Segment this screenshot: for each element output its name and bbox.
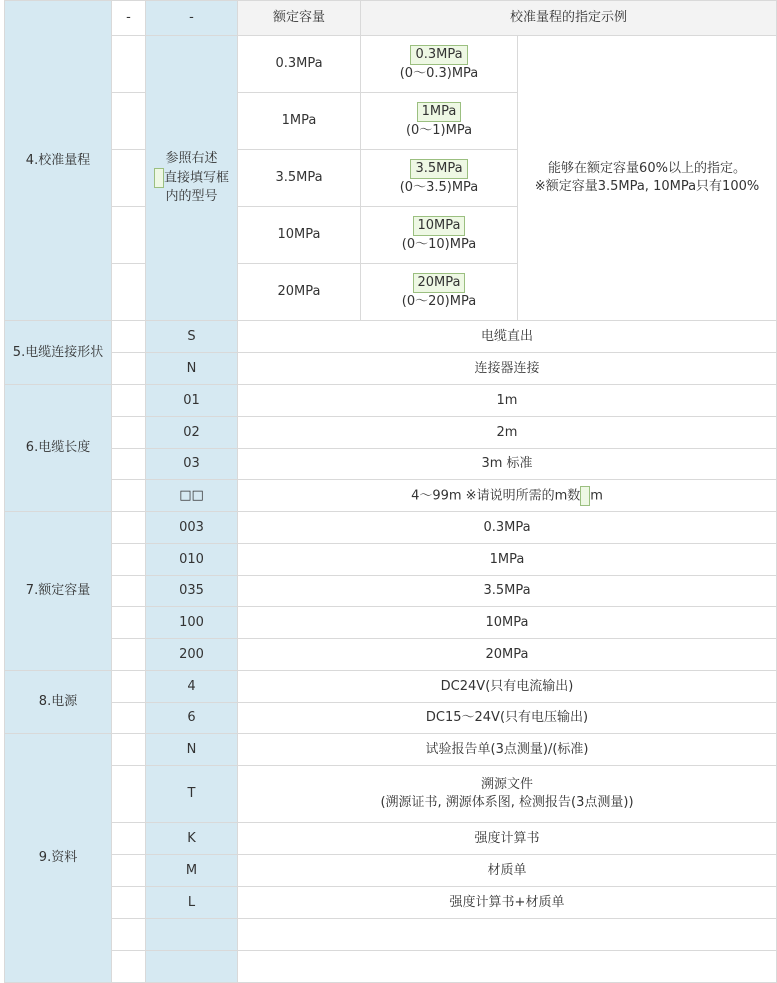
option-code: 02	[146, 417, 238, 449]
docs-label: 9.资料	[5, 734, 112, 983]
range-value-cell	[361, 264, 518, 321]
option-code: T	[146, 766, 238, 823]
option-code: □□	[146, 480, 238, 512]
header-dash-1: -	[112, 1, 146, 36]
range-value-cell	[361, 150, 518, 207]
table-row	[5, 823, 777, 855]
table-row	[5, 512, 777, 544]
option-code: 4	[146, 671, 238, 703]
option-desc: 强度计算书+材质单	[238, 887, 777, 919]
range-instruction: 参照右述 直接填写框 内的型号	[146, 36, 238, 321]
range-text: (0～10)MPa	[401, 237, 477, 252]
range-value: 1MPa	[417, 102, 462, 122]
option-code: 010	[146, 544, 238, 576]
range-row	[5, 36, 777, 93]
range-text: (0～3.5)MPa	[399, 180, 479, 195]
option-code: 003	[146, 512, 238, 544]
option-desc: 2m	[238, 417, 777, 449]
option-code: 100	[146, 607, 238, 639]
option-desc: 材质单	[238, 855, 777, 887]
range-text: (0～20)MPa	[401, 294, 477, 309]
table-row	[5, 703, 777, 734]
table-row	[5, 321, 777, 353]
table-row	[5, 607, 777, 639]
input-box-sample	[154, 168, 164, 188]
range-value-cell	[361, 36, 518, 93]
range-capacity: 0.3MPa	[238, 36, 361, 93]
length-label: 6.电缆长度	[5, 385, 112, 512]
option-code: S	[146, 321, 238, 353]
range-note: 能够在额定容量60%以上的指定。 ※额定容量3.5MPa, 10MPa只有100%	[518, 36, 777, 321]
option-code: 035	[146, 576, 238, 607]
option-desc: 1m	[238, 385, 777, 417]
option-desc: 试验报告单(3点测量)/(标准)	[238, 734, 777, 766]
spec-table	[4, 0, 777, 983]
option-code: 200	[146, 639, 238, 671]
header-dash-2: -	[146, 1, 238, 36]
length-input-box	[580, 486, 590, 506]
header-capacity: 额定容量	[238, 1, 361, 36]
option-desc: 10MPa	[238, 607, 777, 639]
option-desc: 0.3MPa	[238, 512, 777, 544]
option-desc: 4～99m ※请说明所需的m数 m	[238, 480, 777, 512]
table-row	[5, 417, 777, 449]
table-row	[5, 353, 777, 385]
table-row	[5, 576, 777, 607]
option-desc: 20MPa	[238, 639, 777, 671]
option-desc: DC15～24V(只有电压输出)	[238, 703, 777, 734]
range-value-cell	[361, 93, 518, 150]
header-range-example: 校准量程的指定示例	[361, 1, 777, 36]
table-row	[5, 887, 777, 919]
option-code: N	[146, 353, 238, 385]
table-row	[5, 951, 777, 983]
header-row	[5, 1, 777, 36]
option-desc: 3m 标准	[238, 449, 777, 480]
range-capacity: 3.5MPa	[238, 150, 361, 207]
table-row	[5, 919, 777, 951]
table-row	[5, 639, 777, 671]
option-desc: 电缆直出	[238, 321, 777, 353]
table-row	[5, 855, 777, 887]
range-value: 10MPa	[413, 216, 466, 236]
option-desc: 强度计算书	[238, 823, 777, 855]
option-desc: 溯源文件 (溯源证书, 溯源体系图, 检测报告(3点测量))	[238, 766, 777, 823]
cable-label: 5.电缆连接形状	[5, 321, 112, 385]
option-desc: 连接器连接	[238, 353, 777, 385]
option-code: N	[146, 734, 238, 766]
range-capacity: 1MPa	[238, 93, 361, 150]
option-code: K	[146, 823, 238, 855]
table-row	[5, 544, 777, 576]
power-label: 8.电源	[5, 671, 112, 734]
option-code: 01	[146, 385, 238, 417]
range-text: (0～0.3)MPa	[399, 66, 479, 81]
range-value-cell	[361, 207, 518, 264]
table-row	[5, 734, 777, 766]
table-row	[5, 671, 777, 703]
range-capacity: 20MPa	[238, 264, 361, 321]
range-text: (0～1)MPa	[405, 123, 473, 138]
range-value: 0.3MPa	[410, 45, 467, 65]
option-code: 6	[146, 703, 238, 734]
capacity-label: 7.额定容量	[5, 512, 112, 671]
table-row	[5, 385, 777, 417]
option-code: M	[146, 855, 238, 887]
option-desc: 1MPa	[238, 544, 777, 576]
option-desc: DC24V(只有电流输出)	[238, 671, 777, 703]
option-code: L	[146, 887, 238, 919]
range-value: 3.5MPa	[410, 159, 467, 179]
range-value: 20MPa	[413, 273, 466, 293]
option-desc: 3.5MPa	[238, 576, 777, 607]
table-row	[5, 449, 777, 480]
table-row	[5, 766, 777, 823]
range-capacity: 10MPa	[238, 207, 361, 264]
table-row	[5, 480, 777, 512]
range-label: 4.校准量程	[5, 1, 112, 321]
option-code: 03	[146, 449, 238, 480]
